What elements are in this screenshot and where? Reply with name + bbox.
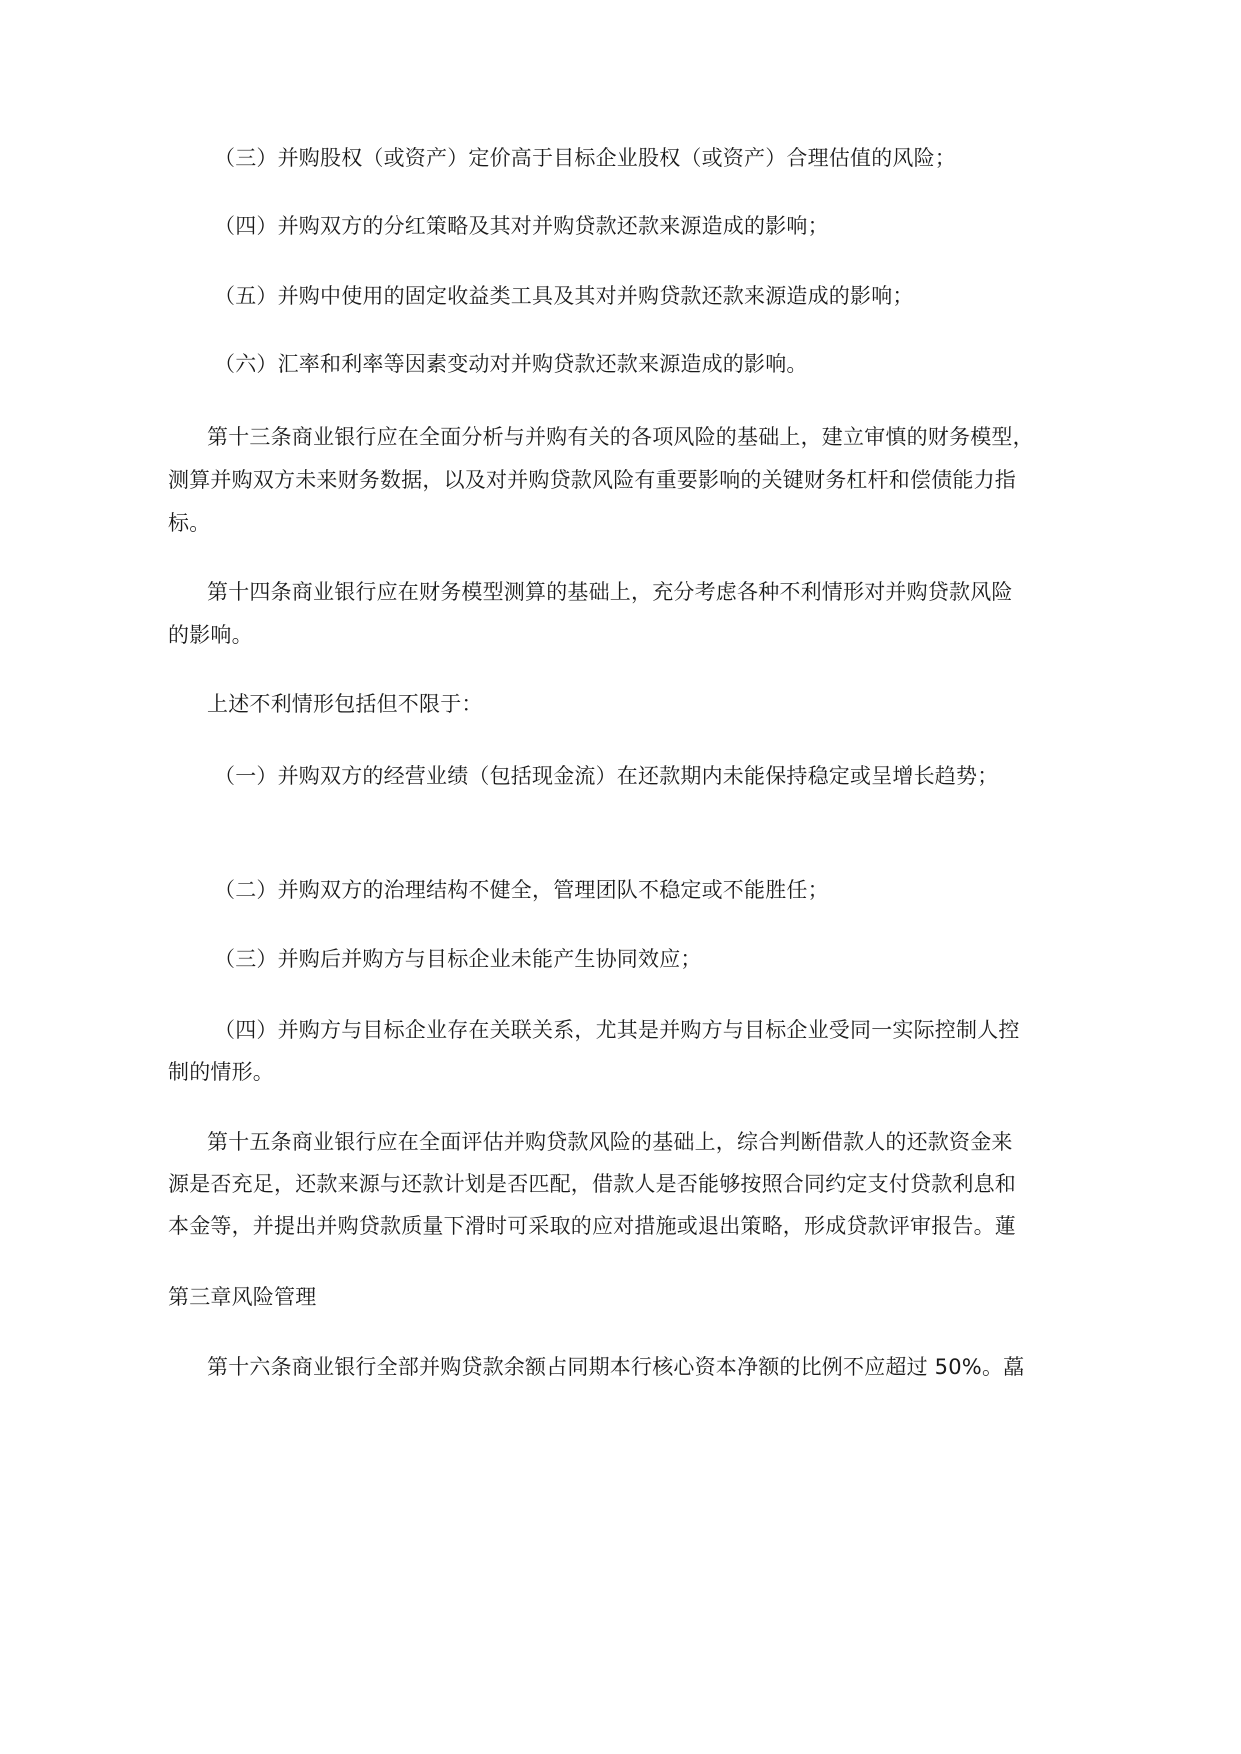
article-13-line-3: 标。 [168, 511, 211, 535]
adverse-item-4-line-1: （四）并购方与目标企业存在关联关系，尤其是并购方与目标企业受同一实际控制人控 [214, 1018, 1020, 1042]
article-13-line-1: 第十三条商业银行应在全面分析与并购有关的各项风险的基础上，建立审慎的财务模型， [207, 425, 1034, 449]
article-13-line-2: 测算并购双方未来财务数据，以及对并购贷款风险有重要影响的关键财务杠杆和偿债能力指 [168, 468, 1016, 492]
chapter-3-heading: 第三章风险管理 [168, 1285, 317, 1309]
article-14-line-2: 的影响。 [168, 623, 253, 647]
adverse-item-4-line-2: 制的情形。 [168, 1060, 274, 1084]
adverse-item-3: （三）并购后并购方与目标企业未能产生协同效应； [214, 947, 702, 971]
article-15-line-3: 本金等，并提出并购贷款质量下滑时可采取的应对措施或退出策略，形成贷款评审报告。蓮 [168, 1214, 1016, 1238]
list-item-5-fixed-income-tools: （五）并购中使用的固定收益类工具及其对并购贷款还款来源造成的影响； [214, 284, 914, 308]
adverse-item-2: （二）并购双方的治理结构不健全，管理团队不稳定或不能胜任； [214, 878, 829, 902]
article-14-line-1: 第十四条商业银行应在财务模型测算的基础上，充分考虑各种不利情形对并购贷款风险 [207, 580, 1013, 604]
article-15-line-2: 源是否充足，还款来源与还款计划是否匹配，借款人是否能够按照合同约定支付贷款利息和 [168, 1172, 1016, 1196]
adverse-item-1: （一）并购双方的经营业绩（包括现金流）在还款期内未能保持稳定或呈增长趋势； [214, 764, 999, 788]
list-item-4-dividend-policy: （四）并购双方的分红策略及其对并购贷款还款来源造成的影响； [214, 214, 829, 238]
article-15-line-1: 第十五条商业银行应在全面评估并购贷款风险的基础上，综合判断借款人的还款资金来 [207, 1130, 1013, 1154]
list-item-6-rate-changes: （六）汇率和利率等因素变动对并购贷款还款来源造成的影响。 [214, 352, 808, 376]
list-item-3-valuation-risk: （三）并购股权（或资产）定价高于目标企业股权（或资产）合理估值的风险； [214, 146, 956, 170]
article-16-line-1: 第十六条商业银行全部并购贷款余额占同期本行核心资本净额的比例不应超过 50%。藠 [207, 1355, 1025, 1379]
adverse-conditions-intro: 上述不利情形包括但不限于： [207, 692, 483, 716]
